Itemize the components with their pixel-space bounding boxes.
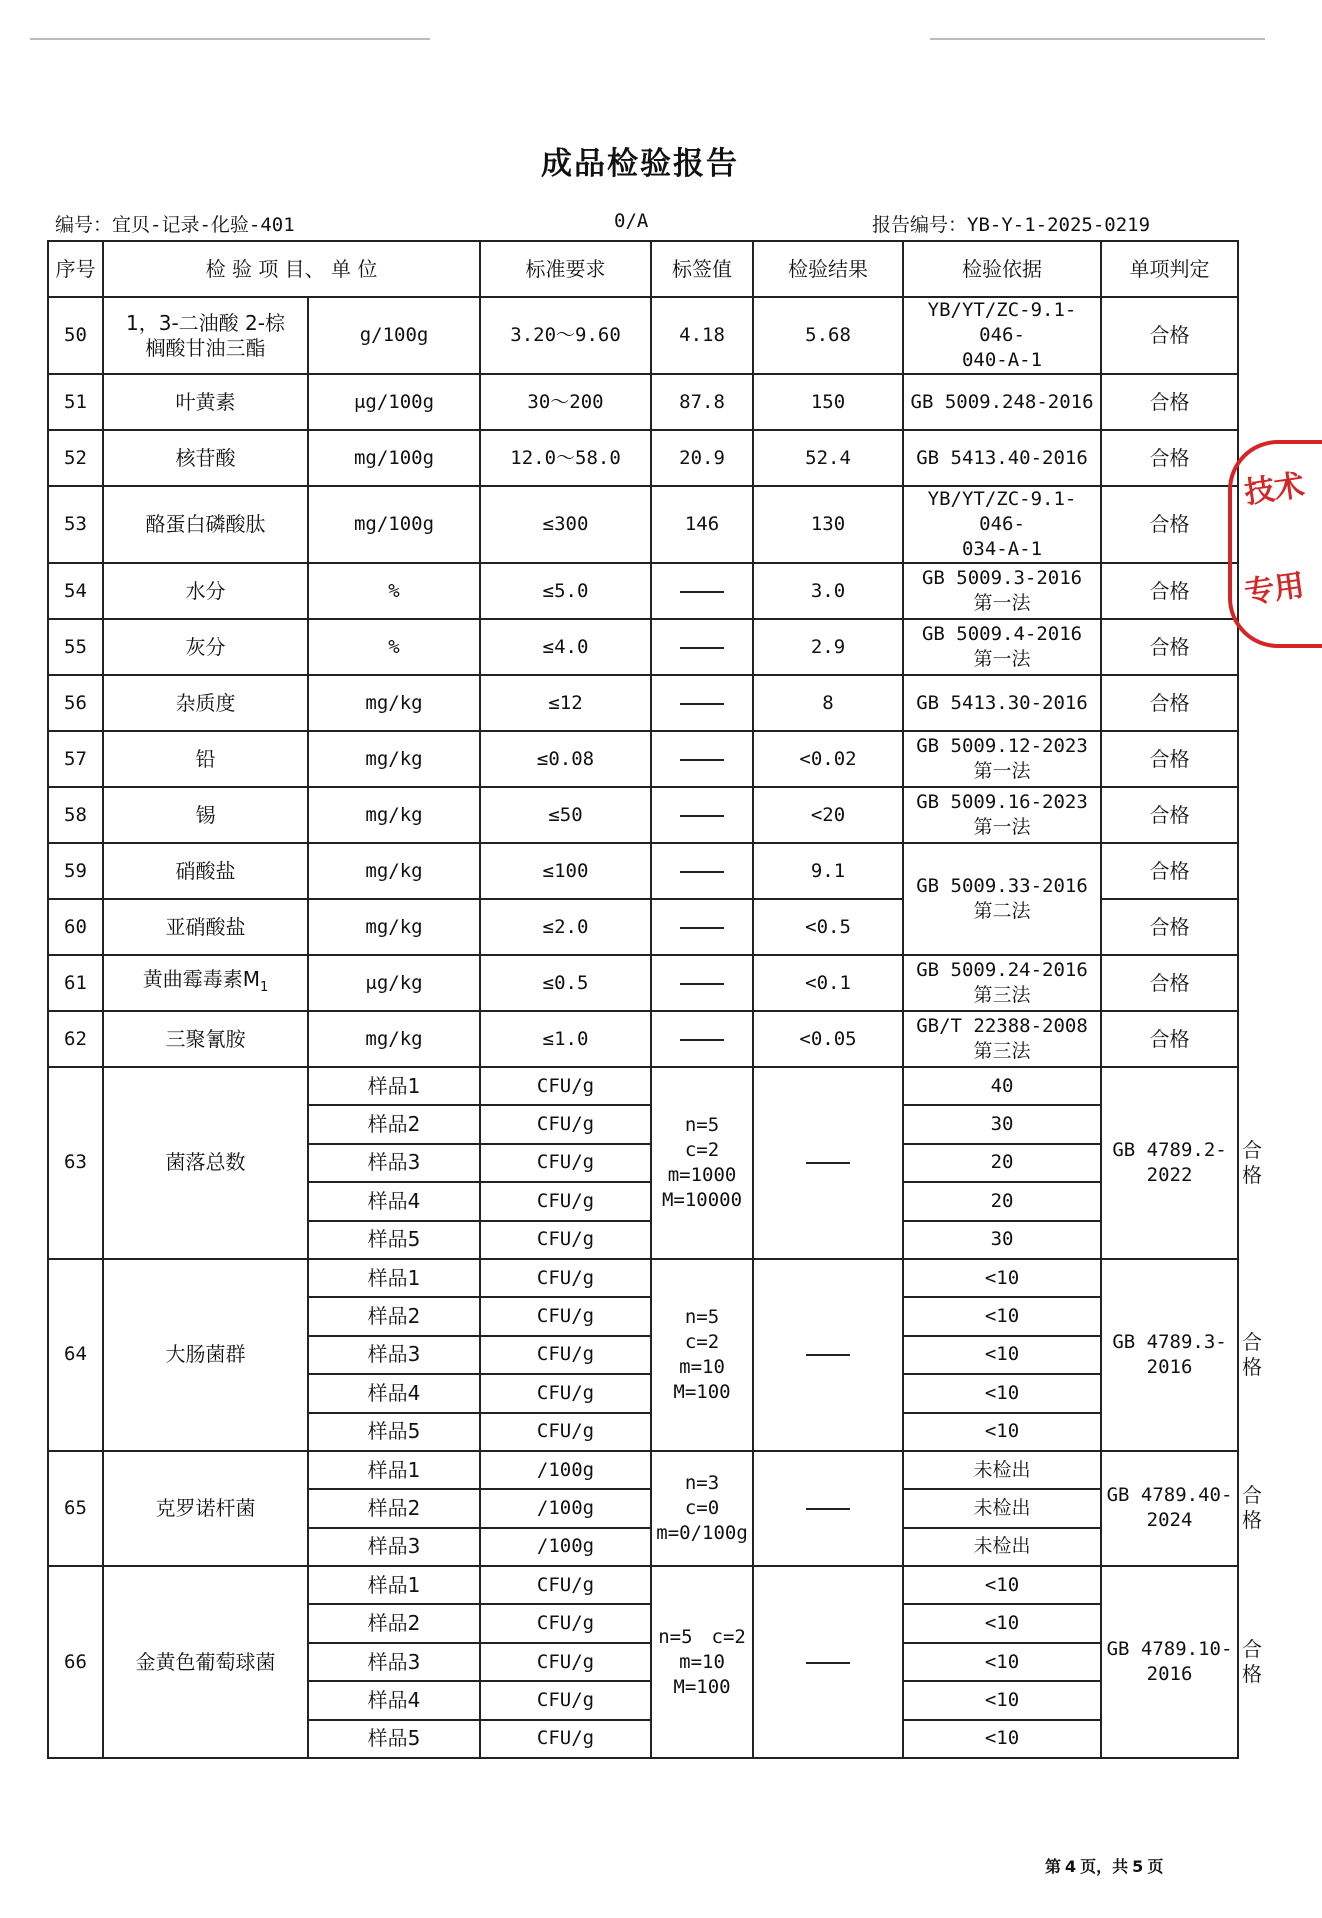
sample-label: 样品2 [308, 1604, 480, 1642]
test-basis-line1: YB/YT/ZC-9.1-046- [927, 299, 1077, 346]
page-label-3: 页 [1147, 1857, 1164, 1876]
standard-requirement [651, 1067, 758, 1259]
test-basis [903, 619, 1101, 675]
test-basis [903, 486, 1101, 563]
test-basis: GB 5413.40-2016 [903, 430, 1101, 486]
sample-label: 样品2 [308, 1105, 480, 1143]
test-basis [903, 297, 1101, 374]
table-row [48, 843, 1238, 899]
col-header-judgement: 单项判定 [1101, 241, 1238, 297]
row-number: 59 [48, 843, 103, 899]
item-unit: μg/100g [308, 374, 480, 430]
item-unit: mg/100g [308, 486, 480, 563]
table-row [48, 675, 1238, 731]
test-basis-line2: 第一法 [973, 816, 1031, 838]
standard-line2: m=0/100g [656, 1521, 748, 1544]
sample-row: 63 菌落总数 样品1 CFU/g n=5 c=2 m=1000 M=10000 40 GB 4789.2-2022 合格 [48, 1067, 1238, 1105]
standard-requirement: ≤12 [480, 675, 651, 731]
item-name: 三聚氰胺 [103, 1011, 308, 1067]
item-unit: mg/kg [308, 1011, 480, 1067]
label-value-dash [651, 563, 753, 619]
label-value-dash [651, 1011, 753, 1067]
test-result: 130 [753, 486, 903, 563]
item-name: 水分 [103, 563, 308, 619]
test-result: <10 [903, 1681, 1101, 1719]
table-row [48, 430, 1238, 486]
standard-requirement: ≤5.0 [480, 563, 651, 619]
item-name: 叶黄素 [103, 374, 308, 430]
standard-line2: m=1000 M=10000 [661, 1163, 743, 1211]
item-name: 灰分 [103, 619, 308, 675]
test-basis: GB 5413.30-2016 [903, 675, 1101, 731]
test-result: <0.5 [753, 899, 903, 955]
sample-unit: CFU/g [480, 1374, 651, 1412]
microbiology-section [48, 1067, 1263, 1758]
standard-requirement: ≤300 [480, 486, 651, 563]
label-value-dash [753, 1259, 903, 1451]
sample-label: 样品5 [308, 1413, 480, 1451]
item-name: 菌落总数 [103, 1067, 308, 1259]
test-result: <10 [903, 1604, 1101, 1642]
test-result: <0.02 [753, 731, 903, 787]
standard-requirement [651, 1566, 753, 1758]
test-basis [903, 563, 1101, 619]
test-basis-line2: 034-A-1 [961, 538, 1043, 560]
inspection-table [47, 240, 1263, 1759]
sample-label: 样品3 [308, 1643, 480, 1681]
row-number: 65 [48, 1451, 103, 1566]
page-total: 5 [1132, 1857, 1144, 1876]
test-basis [903, 955, 1101, 1011]
test-basis: GB 4789.40-2024 [1101, 1451, 1238, 1566]
test-basis-line2: 第一法 [973, 648, 1031, 670]
judgement: 合格 [1101, 955, 1238, 1011]
item-name: 硝酸盐 [103, 843, 308, 899]
label-value: 146 [651, 486, 753, 563]
test-basis: GB 4789.10-2016 [1101, 1566, 1238, 1758]
sample-row: 66 金黄色葡萄球菌 样品1 CFU/g n=5 c=2 m=10 M=100 <10 GB 4789.10-2016 合格 [48, 1566, 1238, 1604]
judgement: 合格 [1101, 486, 1238, 563]
standard-requirement [651, 1259, 758, 1451]
item-name: 铅 [103, 731, 308, 787]
test-basis-line1: GB/T 22388-2008 [916, 1015, 1088, 1037]
test-result: <0.05 [753, 1011, 903, 1067]
sample-unit: CFU/g [480, 1681, 651, 1719]
test-result: 8 [753, 675, 903, 731]
item-unit: mg/kg [308, 787, 480, 843]
col-header-item-unit: 检 验 项 目、 单 位 [103, 241, 480, 297]
judgement: 合格 [1101, 297, 1238, 374]
label-value-dash [753, 1451, 903, 1566]
sample-label: 样品3 [308, 1336, 480, 1374]
page-current: 4 [1065, 1857, 1077, 1876]
test-basis-line2: 第一法 [973, 592, 1031, 614]
test-basis-line1: GB 5009.24-2016 [916, 959, 1088, 981]
report-title: 成品检验报告 [541, 146, 739, 182]
standard-line1: n=5 c=2 [658, 1625, 746, 1648]
item-unit: mg/100g [308, 430, 480, 486]
item-name-line1: 1，3-二油酸 2-棕 [126, 310, 285, 335]
sample-label: 样品4 [308, 1182, 480, 1220]
label-value-dash [651, 955, 753, 1011]
sample-unit: CFU/g [480, 1259, 651, 1297]
judgement: 合格 [1101, 843, 1238, 899]
item-unit: mg/kg [308, 843, 480, 899]
label-value-dash [651, 787, 753, 843]
row-number: 51 [48, 374, 103, 430]
test-basis-line1: GB 5009.12-2023 [916, 735, 1088, 757]
col-header-label-value: 标签值 [651, 241, 753, 297]
standard-requirement: 30～200 [480, 374, 651, 430]
scan-line-left [30, 38, 430, 40]
standard-requirement: ≤1.0 [480, 1011, 651, 1067]
sample-unit: CFU/g [480, 1720, 651, 1758]
col-header-standard: 标准要求 [480, 241, 651, 297]
item-unit: g/100g [308, 297, 480, 374]
sample-label: 样品5 [308, 1221, 480, 1259]
standard-requirement [651, 1451, 758, 1566]
judgement: 合格 [1101, 899, 1238, 955]
record-number: 编号：宜贝-记录-化验-401 [55, 214, 295, 236]
label-value: 20.9 [651, 430, 753, 486]
test-basis-line1: GB 5009.4-2016 [921, 623, 1083, 645]
label-value: 4.18 [651, 297, 753, 374]
judgement: 合格 [1101, 787, 1238, 843]
item-name [103, 297, 308, 374]
label-value-dash [651, 731, 753, 787]
col-header-basis: 检验依据 [903, 241, 1101, 297]
sample-unit: /100g [480, 1489, 651, 1527]
version: 0/A [614, 210, 649, 232]
test-basis [903, 1011, 1101, 1067]
test-result: <10 [903, 1720, 1101, 1758]
sample-label: 样品1 [308, 1067, 480, 1105]
label-value-dash [651, 675, 753, 731]
page-indicator [1045, 1854, 1163, 1877]
standard-line1: n=3 c=0 [684, 1471, 758, 1519]
standard-requirement: ≤4.0 [480, 619, 651, 675]
row-number: 54 [48, 563, 103, 619]
standard-requirement: ≤0.5 [480, 955, 651, 1011]
standard-requirement: 12.0～58.0 [480, 430, 651, 486]
stamp-text-line1: 技术 [1242, 467, 1307, 511]
sample-label: 样品1 [308, 1259, 480, 1297]
test-result: <10 [903, 1336, 1101, 1374]
test-result: 2.9 [753, 619, 903, 675]
table-row [48, 563, 1238, 619]
item-unit: mg/kg [308, 675, 480, 731]
standard-line1: n=5 c=2 [684, 1305, 758, 1353]
row-number: 53 [48, 486, 103, 563]
header-row [48, 241, 1238, 297]
label-value-dash [651, 619, 753, 675]
item-unit: μg/kg [308, 955, 480, 1011]
test-result: 3.0 [753, 563, 903, 619]
row-number: 66 [48, 1566, 103, 1758]
test-result: 未检出 [903, 1489, 1101, 1527]
item-name: 酪蛋白磷酸肽 [103, 486, 308, 563]
sample-label: 样品2 [308, 1489, 480, 1527]
sample-unit: CFU/g [480, 1221, 651, 1259]
item-name: 金黄色葡萄球菌 [103, 1566, 308, 1758]
standard-requirement: 3.20～9.60 [480, 297, 651, 374]
sample-unit: CFU/g [480, 1105, 651, 1143]
label-value-dash [651, 843, 753, 899]
report-number: 报告编号：YB-Y-1-2025-0219 [872, 214, 1151, 236]
standard-requirement: ≤50 [480, 787, 651, 843]
sample-label: 样品3 [308, 1144, 480, 1182]
table-row [48, 297, 1238, 374]
test-result: <10 [903, 1374, 1101, 1412]
test-basis-line2: 第三法 [973, 984, 1031, 1006]
test-result: 52.4 [753, 430, 903, 486]
sample-label: 样品4 [308, 1374, 480, 1412]
test-result: <10 [903, 1297, 1101, 1335]
test-basis-line1: GB 5009.16-2023 [916, 791, 1088, 813]
test-basis-line2: 第二法 [973, 900, 1031, 922]
judgement: 合格 [1101, 1011, 1238, 1067]
table-row [48, 955, 1238, 1011]
sample-unit: CFU/g [480, 1604, 651, 1642]
table-row [48, 1011, 1238, 1067]
test-basis-line1: GB 5009.3-2016 [921, 567, 1083, 589]
row-number: 62 [48, 1011, 103, 1067]
sample-unit: CFU/g [480, 1182, 651, 1220]
test-basis: GB 4789.3-2016 [1101, 1259, 1238, 1451]
scan-line-right [930, 38, 1265, 40]
item-name: 亚硝酸盐 [103, 899, 308, 955]
test-basis [903, 787, 1101, 843]
test-basis [903, 731, 1101, 787]
sample-unit: /100g [480, 1451, 651, 1489]
judgement: 合格 [1101, 675, 1238, 731]
page-label-2: 页，共 [1080, 1857, 1129, 1876]
test-result: <0.1 [753, 955, 903, 1011]
test-result: <10 [903, 1413, 1101, 1451]
item-name-line2: 榈酸甘油三酯 [145, 335, 266, 360]
label-value-dash [753, 1566, 903, 1758]
item-name: 杂质度 [103, 675, 308, 731]
label-value-dash [753, 1067, 903, 1259]
col-header-no: 序号 [48, 241, 103, 297]
test-basis: GB 5009.248-2016 [903, 374, 1101, 430]
test-result: 150 [753, 374, 903, 430]
test-basis-line1: YB/YT/ZC-9.1-046- [927, 488, 1077, 535]
test-basis-line2: 第三法 [973, 1040, 1031, 1062]
row-number: 60 [48, 899, 103, 955]
test-result: 5.68 [753, 297, 903, 374]
test-result: <10 [903, 1566, 1101, 1604]
test-result: <10 [903, 1643, 1101, 1681]
col-header-result: 检验结果 [753, 241, 903, 297]
item-unit: % [308, 563, 480, 619]
standard-requirement: ≤100 [480, 843, 651, 899]
sample-unit: CFU/g [480, 1144, 651, 1182]
table-row [48, 374, 1238, 430]
test-result: 未检出 [903, 1528, 1101, 1566]
red-seal-stamp [1228, 440, 1322, 648]
sample-label: 样品3 [308, 1528, 480, 1566]
sample-label: 样品2 [308, 1297, 480, 1335]
test-result: 20 [903, 1144, 1101, 1182]
label-value: 87.8 [651, 374, 753, 430]
row-number: 63 [48, 1067, 103, 1259]
label-value-dash [651, 899, 753, 955]
row-number: 52 [48, 430, 103, 486]
test-result: 30 [903, 1221, 1101, 1259]
item-name: 克罗诺杆菌 [103, 1451, 308, 1566]
row-number: 64 [48, 1259, 103, 1451]
test-result: 20 [903, 1182, 1101, 1220]
page-label-1: 第 [1045, 1857, 1062, 1876]
sample-row: 64 大肠菌群 样品1 CFU/g n=5 c=2 m=10 M=100 <10 GB 4789.3-2016 合格 [48, 1259, 1238, 1297]
item-name: 大肠菌群 [103, 1259, 308, 1451]
item-name-text: 黄曲霉毒素M [142, 966, 260, 991]
item-name [103, 955, 308, 1011]
test-result: 9.1 [753, 843, 903, 899]
sample-label: 样品1 [308, 1451, 480, 1489]
standard-line1: n=5 c=2 [684, 1113, 758, 1161]
row-number: 50 [48, 297, 103, 374]
judgement: 合格 [1101, 731, 1238, 787]
item-unit: mg/kg [308, 731, 480, 787]
sample-unit: CFU/g [480, 1297, 651, 1335]
item-name-subscript: 1 [259, 979, 269, 995]
test-result: 未检出 [903, 1451, 1101, 1489]
sample-label: 样品5 [308, 1720, 480, 1758]
sample-row: 65 克罗诺杆菌 样品1 /100g n=3 c=0 m=0/100g 未检出 GB 4789.40-2024 合格 [48, 1451, 1238, 1489]
judgement: 合格 [1101, 563, 1238, 619]
test-result: <10 [903, 1259, 1101, 1297]
table-row [48, 787, 1238, 843]
sample-unit: /100g [480, 1528, 651, 1566]
sample-unit: CFU/g [480, 1566, 651, 1604]
stamp-text-line2: 专用 [1242, 567, 1307, 611]
sample-unit: CFU/g [480, 1413, 651, 1451]
judgement: 合格 [1101, 374, 1238, 430]
test-result: <20 [753, 787, 903, 843]
test-basis [903, 843, 1101, 955]
item-unit: mg/kg [308, 899, 480, 955]
sample-unit: CFU/g [480, 1067, 651, 1105]
standard-line2: m=10 M=100 [673, 1650, 731, 1698]
standard-requirement: ≤0.08 [480, 731, 651, 787]
test-basis: GB 4789.2-2022 [1101, 1067, 1238, 1259]
row-number: 61 [48, 955, 103, 1011]
sample-label: 样品1 [308, 1566, 480, 1604]
test-basis-line1: GB 5009.33-2016 [916, 875, 1088, 897]
table-row [48, 731, 1238, 787]
test-basis-line2: 040-A-1 [961, 349, 1043, 371]
test-result: 30 [903, 1105, 1101, 1143]
row-number: 56 [48, 675, 103, 731]
row-number: 58 [48, 787, 103, 843]
item-name: 核苷酸 [103, 430, 308, 486]
test-basis-line2: 第一法 [973, 760, 1031, 782]
standard-line2: m=10 M=100 [673, 1355, 731, 1403]
sample-unit: CFU/g [480, 1336, 651, 1374]
judgement: 合格 [1101, 430, 1238, 486]
table-row [48, 619, 1238, 675]
table-row [48, 486, 1238, 563]
standard-requirement: ≤2.0 [480, 899, 651, 955]
sample-label: 样品4 [308, 1681, 480, 1719]
row-number: 55 [48, 619, 103, 675]
judgement: 合格 [1101, 619, 1238, 675]
item-name: 锡 [103, 787, 308, 843]
sample-unit: CFU/g [480, 1643, 651, 1681]
test-result: 40 [903, 1067, 1101, 1105]
item-unit: % [308, 619, 480, 675]
row-number: 57 [48, 731, 103, 787]
